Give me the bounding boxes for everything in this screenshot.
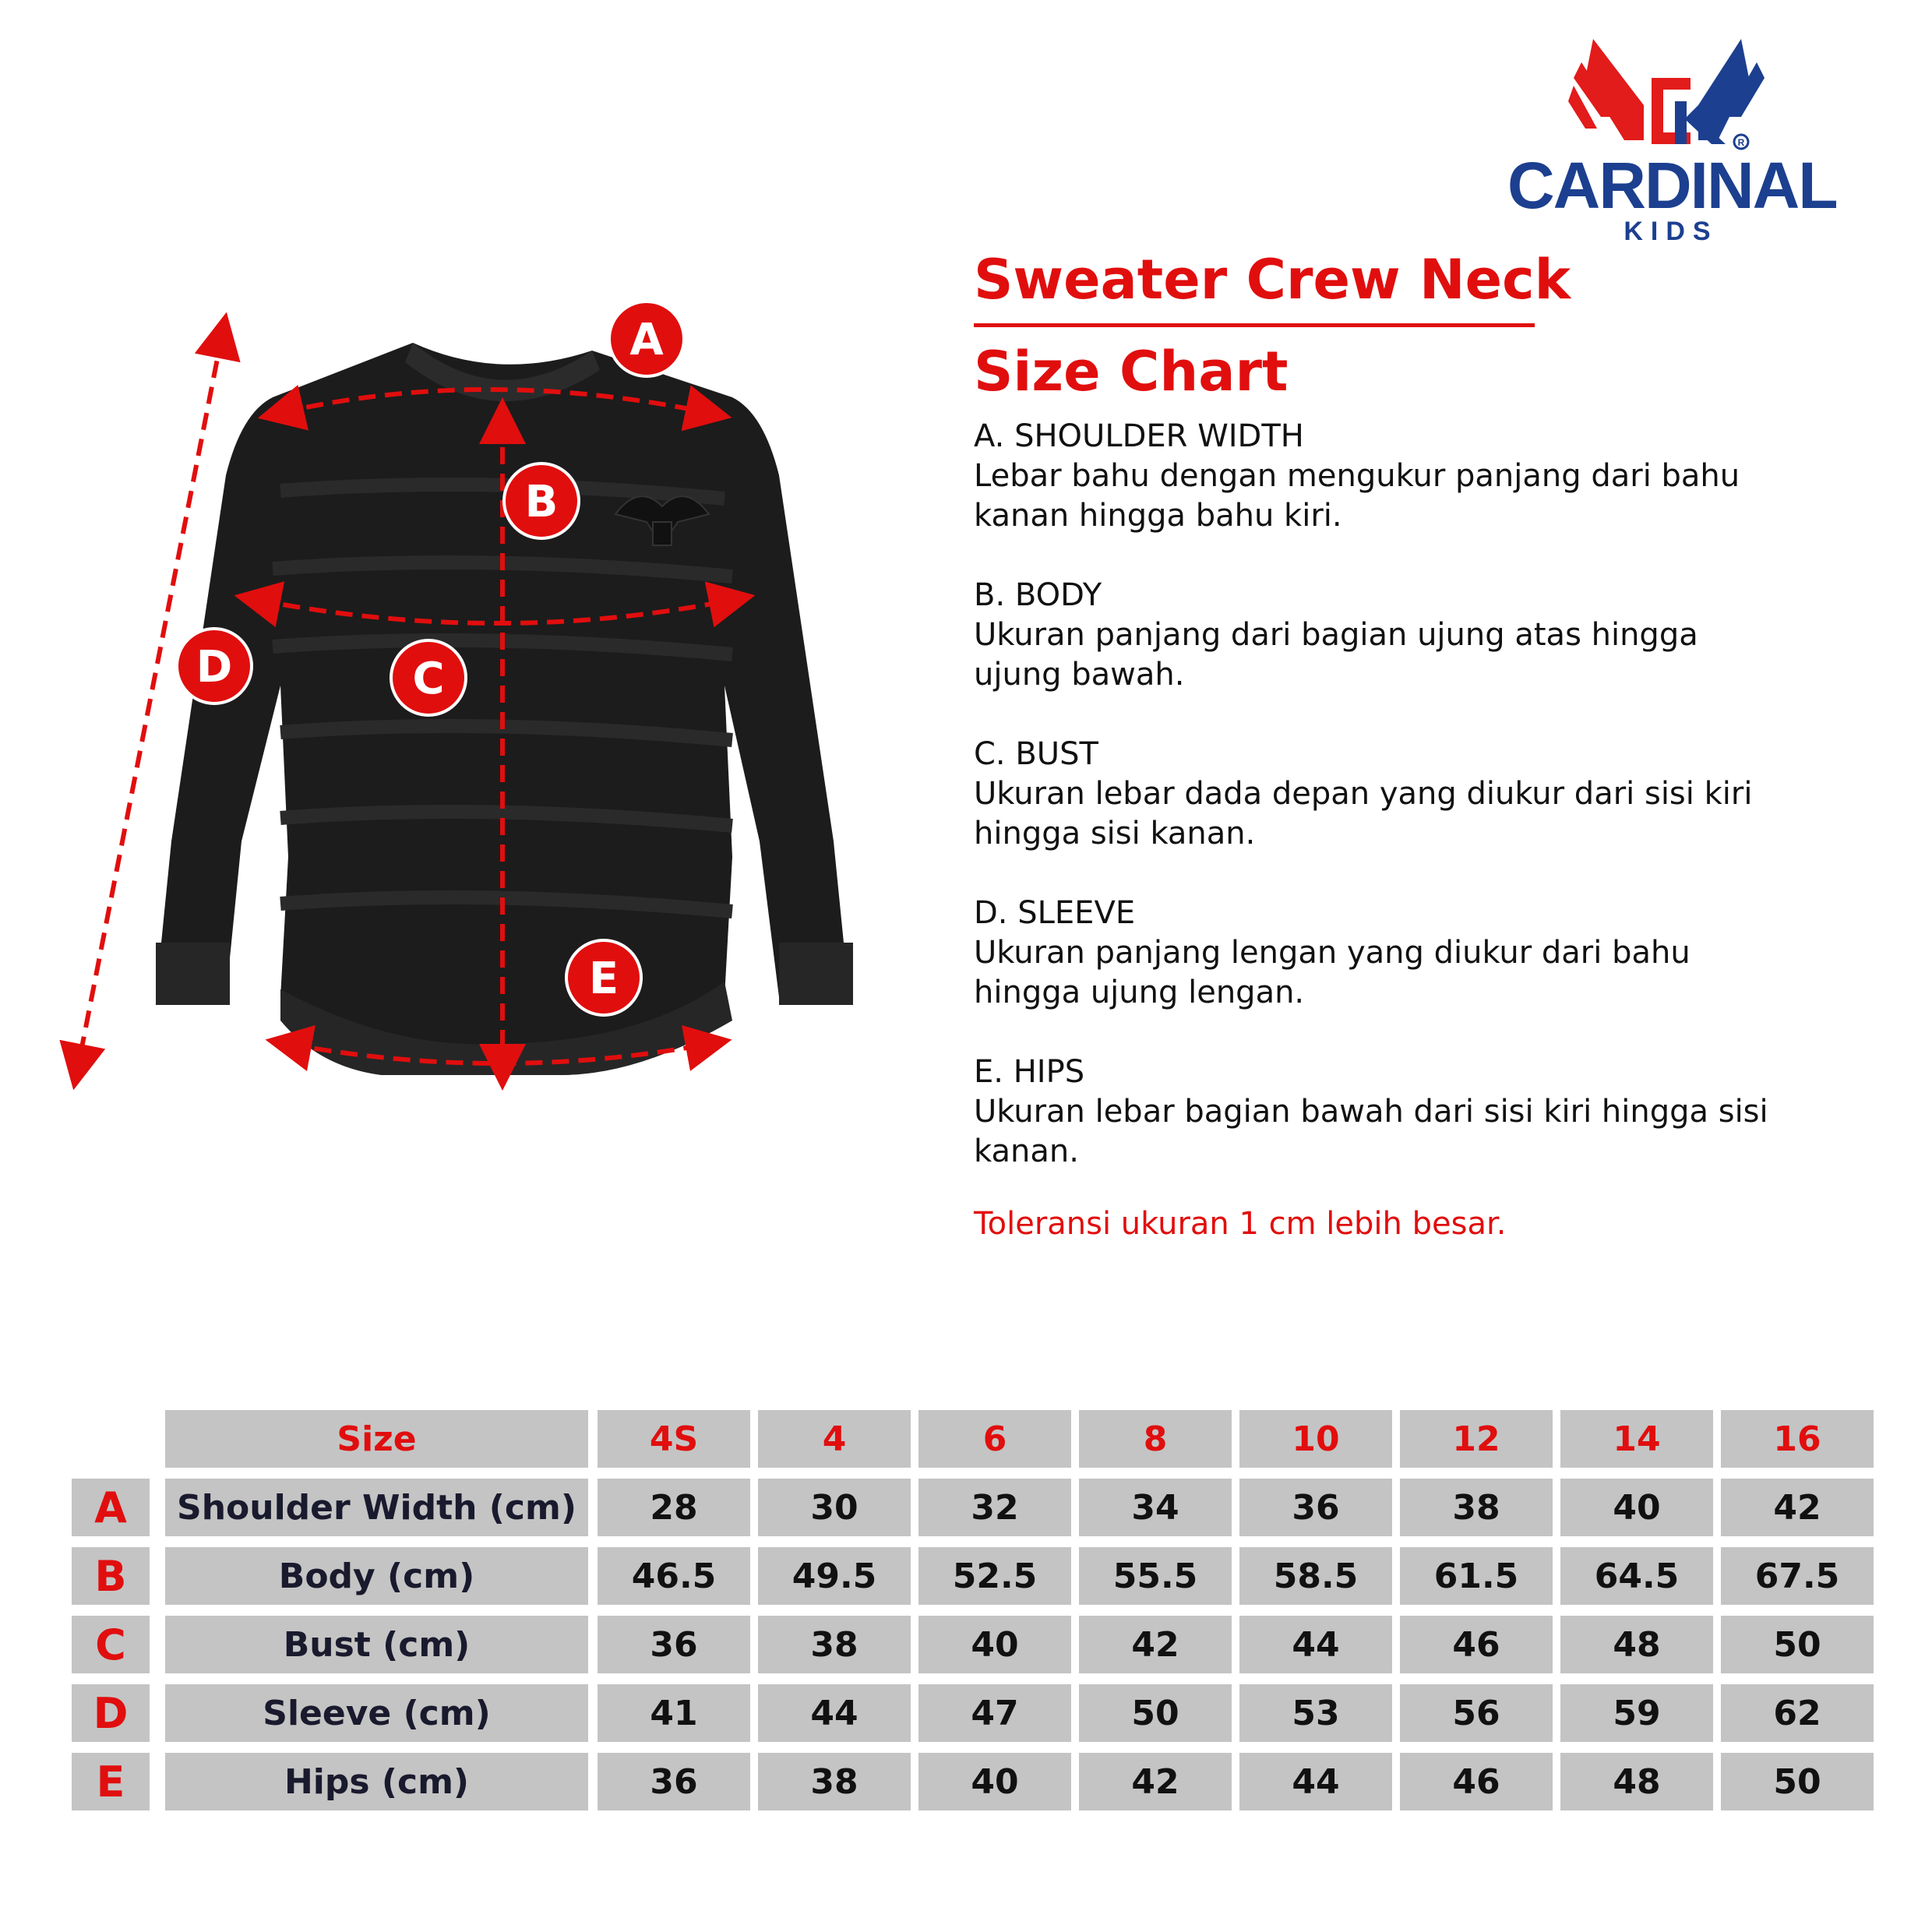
table-cell: 40 bbox=[1560, 1479, 1713, 1536]
table-cell: 58.5 bbox=[1239, 1547, 1392, 1605]
marker-a bbox=[609, 301, 684, 376]
svg-text:C: C bbox=[412, 654, 445, 704]
table-cell: 36 bbox=[598, 1753, 750, 1810]
table-cell: 52.5 bbox=[918, 1547, 1071, 1605]
table-cell: 44 bbox=[1239, 1616, 1392, 1673]
description-item bbox=[974, 417, 1776, 536]
table-cell: 48 bbox=[1560, 1753, 1713, 1810]
description-heading: A. SHOULDER WIDTH bbox=[974, 418, 1304, 454]
row-label: Sleeve (cm) bbox=[165, 1684, 588, 1742]
table-cell: 32 bbox=[918, 1479, 1071, 1536]
table-header-cell: 4S bbox=[598, 1410, 750, 1468]
row-letter: B bbox=[72, 1547, 150, 1605]
description-text: Ukuran panjang lengan yang diukur dari bahu hingga ujung lengan. bbox=[974, 935, 1690, 1010]
description-item bbox=[974, 894, 1776, 1013]
page-subtitle: Size Chart bbox=[974, 340, 1289, 404]
measurement-descriptions bbox=[974, 417, 1776, 1211]
table-cell: 64.5 bbox=[1560, 1547, 1713, 1605]
table-cell: 28 bbox=[598, 1479, 750, 1536]
table-header-cell: 10 bbox=[1239, 1410, 1392, 1468]
table-header-cell: 12 bbox=[1400, 1410, 1553, 1468]
table-cell: 50 bbox=[1721, 1616, 1874, 1673]
wings-logo-icon bbox=[1507, 31, 1835, 156]
description-item bbox=[974, 735, 1776, 854]
sweater-diagram bbox=[47, 296, 919, 1114]
table-cell: 55.5 bbox=[1079, 1547, 1232, 1605]
description-text: Ukuran panjang dari bagian ujung atas hingga ujung bawah. bbox=[974, 617, 1698, 693]
table-cell: 49.5 bbox=[758, 1547, 911, 1605]
table-cell: 34 bbox=[1079, 1479, 1232, 1536]
description-item bbox=[974, 576, 1776, 695]
brand-name: CARDINAL bbox=[1507, 149, 1837, 222]
svg-text:D: D bbox=[196, 642, 233, 693]
row-label: Body (cm) bbox=[165, 1547, 588, 1605]
table-cell: 50 bbox=[1721, 1753, 1874, 1810]
marker-d bbox=[177, 629, 252, 703]
description-heading: C. BUST bbox=[974, 736, 1098, 772]
description-text: Ukuran lebar bagian bawah dari sisi kiri hingga sisi kanan. bbox=[974, 1094, 1768, 1169]
table-cell: 59 bbox=[1560, 1684, 1713, 1742]
table-cell: 36 bbox=[1239, 1479, 1392, 1536]
table-cell: 38 bbox=[1400, 1479, 1553, 1536]
row-letter: A bbox=[72, 1479, 150, 1536]
description-text: Lebar bahu dengan mengukur panjang dari bahu kanan hingga bahu kiri. bbox=[974, 458, 1740, 534]
table-cell: 36 bbox=[598, 1616, 750, 1673]
table-header-cell: 6 bbox=[918, 1410, 1071, 1468]
svg-text:A: A bbox=[629, 315, 664, 365]
table-cell: 53 bbox=[1239, 1684, 1392, 1742]
row-label: Hips (cm) bbox=[165, 1753, 588, 1810]
svg-text:E: E bbox=[588, 954, 619, 1004]
marker-e bbox=[566, 940, 641, 1015]
row-letter: E bbox=[72, 1753, 150, 1810]
description-heading: E. HIPS bbox=[974, 1054, 1085, 1090]
table-cell: 61.5 bbox=[1400, 1547, 1553, 1605]
table-cell: 40 bbox=[918, 1753, 1071, 1810]
table-header-cell: 4 bbox=[758, 1410, 911, 1468]
table-cell: 41 bbox=[598, 1684, 750, 1742]
table-cell: 62 bbox=[1721, 1684, 1874, 1742]
table-header-cell: 14 bbox=[1560, 1410, 1713, 1468]
table-cell: 47 bbox=[918, 1684, 1071, 1742]
row-label: Bust (cm) bbox=[165, 1616, 588, 1673]
marker-b bbox=[504, 464, 579, 538]
table-cell: 42 bbox=[1079, 1616, 1232, 1673]
table-cell: 46 bbox=[1400, 1753, 1553, 1810]
title-underline bbox=[974, 323, 1535, 327]
description-heading: B. BODY bbox=[974, 577, 1102, 613]
table-cell: 48 bbox=[1560, 1616, 1713, 1673]
table-header-cell: 8 bbox=[1079, 1410, 1232, 1468]
table-cell: 67.5 bbox=[1721, 1547, 1874, 1605]
table-header-size: Size bbox=[165, 1410, 588, 1468]
marker-c bbox=[391, 640, 466, 715]
page-title: Sweater Crew Neck bbox=[974, 248, 1571, 312]
brand-logo bbox=[1507, 31, 1835, 249]
table-cell: 50 bbox=[1079, 1684, 1232, 1742]
description-heading: D. SLEEVE bbox=[974, 895, 1136, 931]
table-cell: 56 bbox=[1400, 1684, 1553, 1742]
svg-text:R: R bbox=[1737, 137, 1745, 148]
brand-sub: KIDS bbox=[1624, 217, 1719, 246]
table-cell: 30 bbox=[758, 1479, 911, 1536]
table-cell: 40 bbox=[918, 1616, 1071, 1673]
table-cell: 38 bbox=[758, 1616, 911, 1673]
table-cell: 38 bbox=[758, 1753, 911, 1810]
table-cell: 42 bbox=[1721, 1479, 1874, 1536]
description-text: Ukuran lebar dada depan yang diukur dari sisi kiri hingga sisi kanan. bbox=[974, 776, 1753, 851]
table-cell: 46 bbox=[1400, 1616, 1553, 1673]
svg-text:B: B bbox=[524, 477, 559, 527]
table-cell: 46.5 bbox=[598, 1547, 750, 1605]
row-letter: D bbox=[72, 1684, 150, 1742]
table-cell: 44 bbox=[758, 1684, 911, 1742]
table-cell: 44 bbox=[1239, 1753, 1392, 1810]
table-header-cell: 16 bbox=[1721, 1410, 1874, 1468]
row-label: Shoulder Width (cm) bbox=[165, 1479, 588, 1536]
table-cell: 42 bbox=[1079, 1753, 1232, 1810]
description-item bbox=[974, 1052, 1776, 1172]
row-letter: C bbox=[72, 1616, 150, 1673]
tolerance-note: Toleransi ukuran 1 cm lebih besar. bbox=[974, 1206, 1507, 1242]
